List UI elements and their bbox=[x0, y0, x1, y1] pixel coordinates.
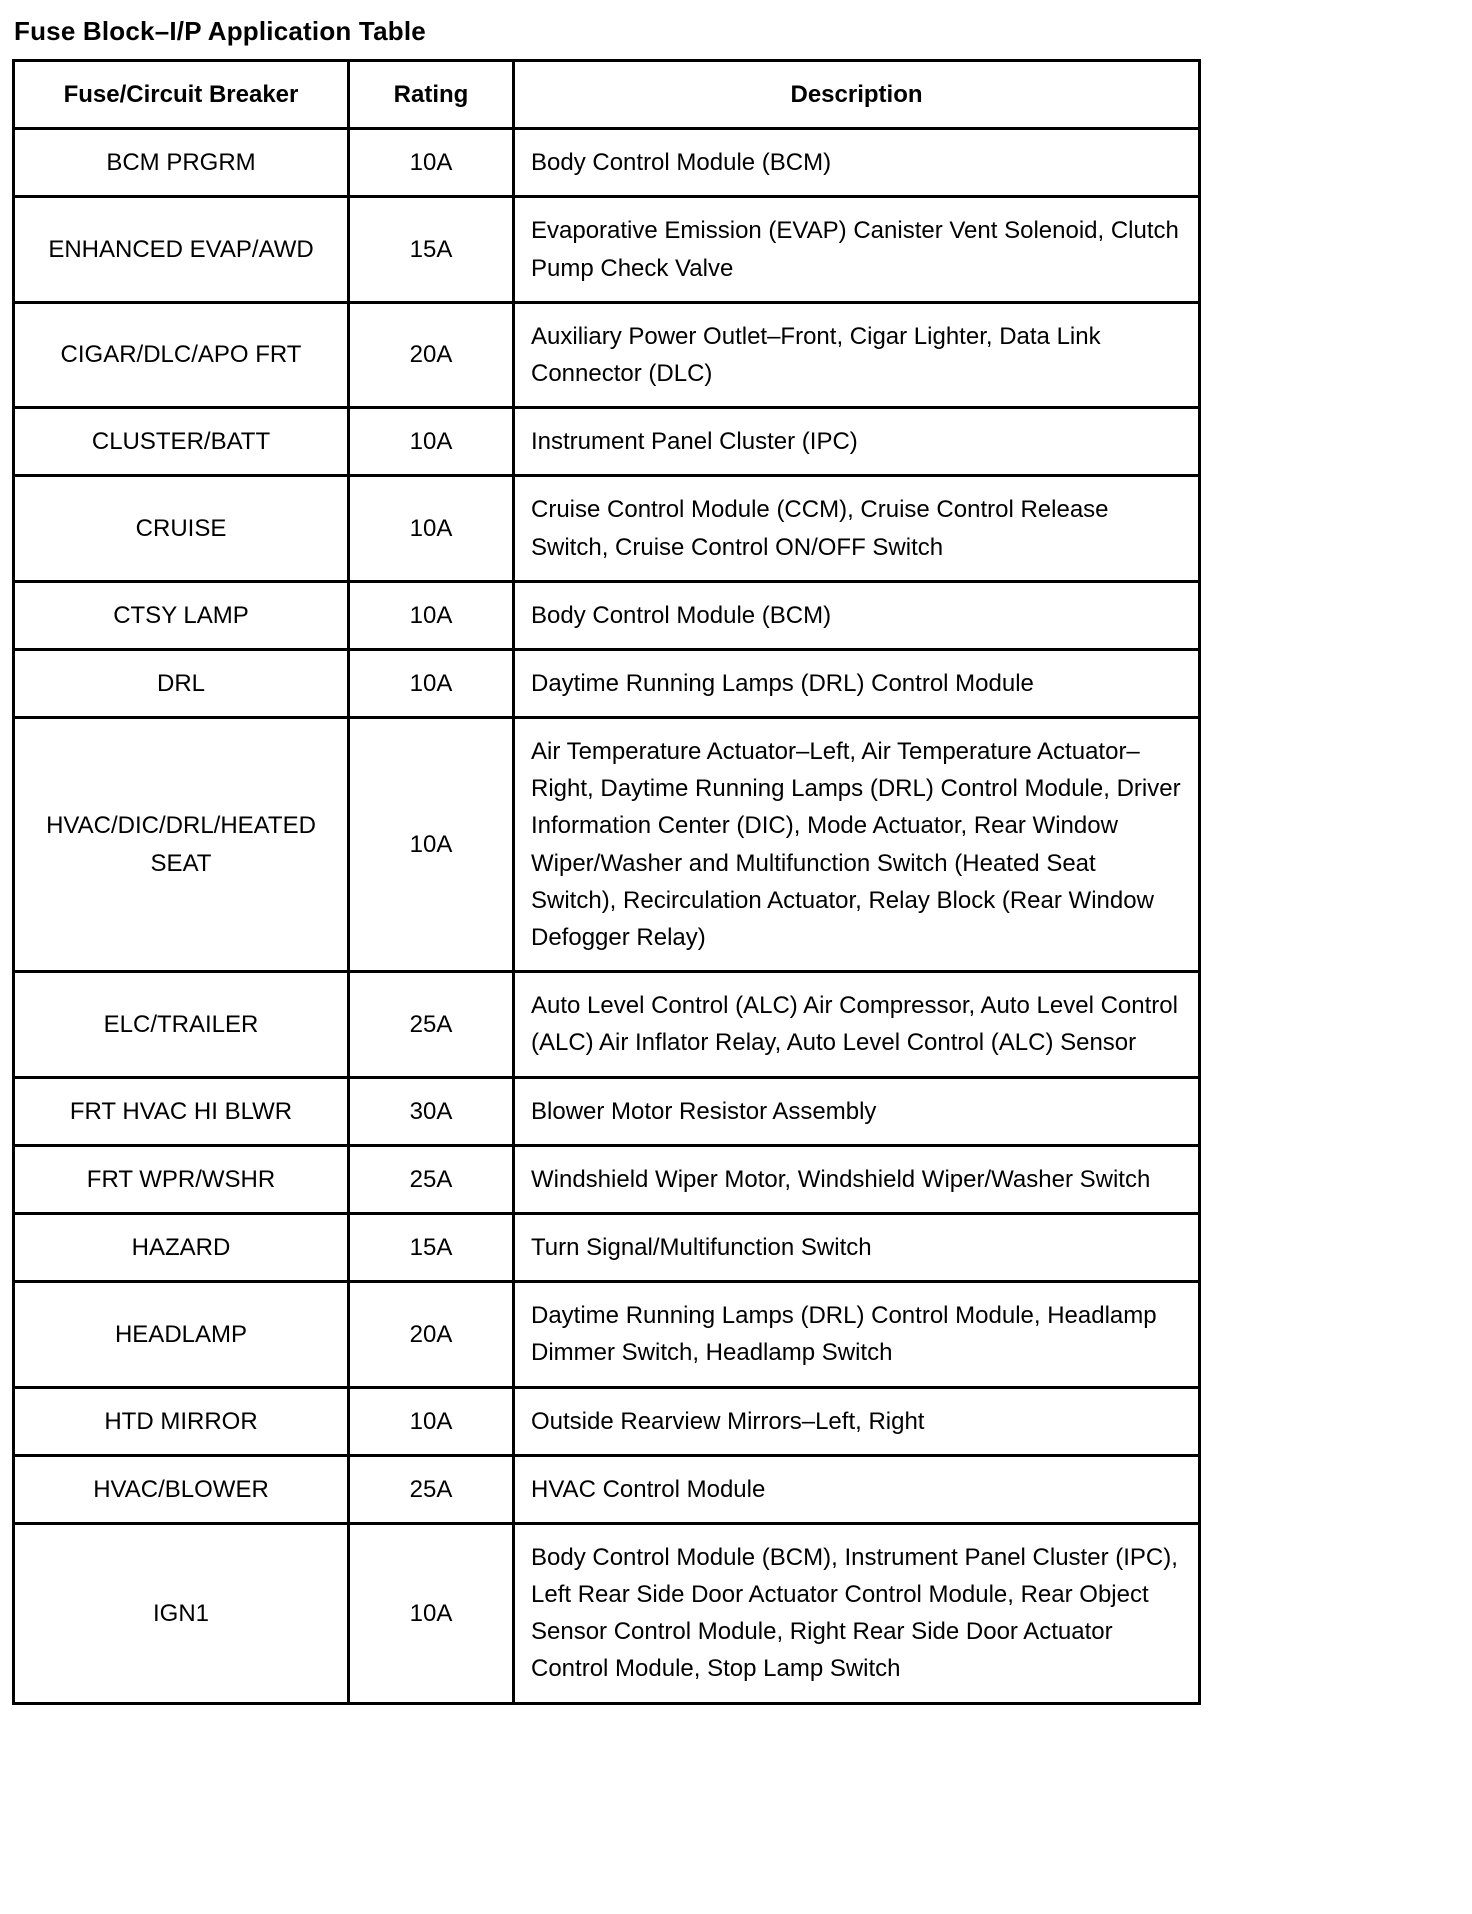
description-cell: Blower Motor Resistor Assembly bbox=[514, 1077, 1200, 1145]
fuse-name-cell: HEADLAMP bbox=[14, 1282, 349, 1387]
table-header bbox=[14, 61, 1200, 129]
table-row bbox=[14, 1455, 1200, 1523]
rating-cell: 25A bbox=[349, 972, 514, 1077]
description-cell: Daytime Running Lamps (DRL) Control Module bbox=[514, 649, 1200, 717]
fuse-name-cell: CRUISE bbox=[14, 476, 349, 581]
description-cell: Auxiliary Power Outlet–Front, Cigar Lighter, Data Link Connector (DLC) bbox=[514, 302, 1200, 407]
fuse-name-cell: HAZARD bbox=[14, 1213, 349, 1281]
fuse-name-cell: FRT WPR/WSHR bbox=[14, 1145, 349, 1213]
table-row bbox=[14, 129, 1200, 197]
page-title: Fuse Block–I/P Application Table bbox=[14, 16, 426, 46]
rating-cell: 10A bbox=[349, 476, 514, 581]
description-cell: Body Control Module (BCM), Instrument Panel Cluster (IPC), Left Rear Side Door Actuator Control Module, Rear Object Sensor Control Module, Right Rear Side Door Actuator Control Module, Stop Lamp Switch bbox=[514, 1523, 1200, 1703]
table-row bbox=[14, 649, 1200, 717]
rating-cell: 20A bbox=[349, 1282, 514, 1387]
table-row bbox=[14, 1077, 1200, 1145]
rating-cell: 10A bbox=[349, 1523, 514, 1703]
description-cell: Air Temperature Actuator–Left, Air Temperature Actuator–Right, Daytime Running Lamps (DRL) Control Module, Driver Information Center (DIC), Mode Actuator, Rear Window Wiper/Washer and Multifunction Switch (Heated Seat Switch), Recirculation Actuator, Relay Block (Rear Window Defogger Relay) bbox=[514, 718, 1200, 972]
rating-cell: 25A bbox=[349, 1145, 514, 1213]
fuse-name-cell: HVAC/BLOWER bbox=[14, 1455, 349, 1523]
description-cell: Daytime Running Lamps (DRL) Control Module, Headlamp Dimmer Switch, Headlamp Switch bbox=[514, 1282, 1200, 1387]
description-cell: Outside Rearview Mirrors–Left, Right bbox=[514, 1387, 1200, 1455]
description-cell: Windshield Wiper Motor, Windshield Wiper/Washer Switch bbox=[514, 1145, 1200, 1213]
fuse-name-cell: ELC/TRAILER bbox=[14, 972, 349, 1077]
rating-cell: 10A bbox=[349, 649, 514, 717]
fuse-name-cell: HVAC/DIC/DRL/HEATED SEAT bbox=[14, 718, 349, 972]
header-description: Description bbox=[514, 61, 1200, 129]
table-header-row bbox=[14, 61, 1200, 129]
fuse-name-cell: IGN1 bbox=[14, 1523, 349, 1703]
fuse-name-cell: BCM PRGRM bbox=[14, 129, 349, 197]
rating-cell: 15A bbox=[349, 197, 514, 302]
description-cell: Body Control Module (BCM) bbox=[514, 581, 1200, 649]
fuse-name-cell: HTD MIRROR bbox=[14, 1387, 349, 1455]
rating-cell: 30A bbox=[349, 1077, 514, 1145]
description-cell: HVAC Control Module bbox=[514, 1455, 1200, 1523]
table-row bbox=[14, 302, 1200, 407]
table-row bbox=[14, 581, 1200, 649]
fuse-name-cell: ENHANCED EVAP/AWD bbox=[14, 197, 349, 302]
rating-cell: 15A bbox=[349, 1213, 514, 1281]
table-row bbox=[14, 476, 1200, 581]
rating-cell: 10A bbox=[349, 408, 514, 476]
table-row bbox=[14, 1213, 1200, 1281]
description-cell: Evaporative Emission (EVAP) Canister Vent Solenoid, Clutch Pump Check Valve bbox=[514, 197, 1200, 302]
description-cell: Instrument Panel Cluster (IPC) bbox=[514, 408, 1200, 476]
header-fuse-circuit-breaker: Fuse/Circuit Breaker bbox=[14, 61, 349, 129]
fuse-name-cell: CLUSTER/BATT bbox=[14, 408, 349, 476]
table-row bbox=[14, 718, 1200, 972]
table-row bbox=[14, 972, 1200, 1077]
description-cell: Auto Level Control (ALC) Air Compressor, Auto Level Control (ALC) Air Inflator Relay, Auto Level Control (ALC) Sensor bbox=[514, 972, 1200, 1077]
rating-cell: 10A bbox=[349, 718, 514, 972]
rating-cell: 10A bbox=[349, 129, 514, 197]
description-cell: Turn Signal/Multifunction Switch bbox=[514, 1213, 1200, 1281]
table-row bbox=[14, 1145, 1200, 1213]
table-row bbox=[14, 1387, 1200, 1455]
rating-cell: 10A bbox=[349, 581, 514, 649]
description-cell: Body Control Module (BCM) bbox=[514, 129, 1200, 197]
table-row bbox=[14, 408, 1200, 476]
table-row bbox=[14, 1523, 1200, 1703]
rating-cell: 25A bbox=[349, 1455, 514, 1523]
rating-cell: 20A bbox=[349, 302, 514, 407]
table-row bbox=[14, 197, 1200, 302]
fuse-table-body bbox=[14, 129, 1200, 1703]
fuse-name-cell: FRT HVAC HI BLWR bbox=[14, 1077, 349, 1145]
header-rating: Rating bbox=[349, 61, 514, 129]
rating-cell: 10A bbox=[349, 1387, 514, 1455]
table-row bbox=[14, 1282, 1200, 1387]
fuse-name-cell: CTSY LAMP bbox=[14, 581, 349, 649]
fuse-application-table bbox=[12, 59, 1201, 1705]
fuse-name-cell: CIGAR/DLC/APO FRT bbox=[14, 302, 349, 407]
fuse-name-cell: DRL bbox=[14, 649, 349, 717]
description-cell: Cruise Control Module (CCM), Cruise Control Release Switch, Cruise Control ON/OFF Switch bbox=[514, 476, 1200, 581]
